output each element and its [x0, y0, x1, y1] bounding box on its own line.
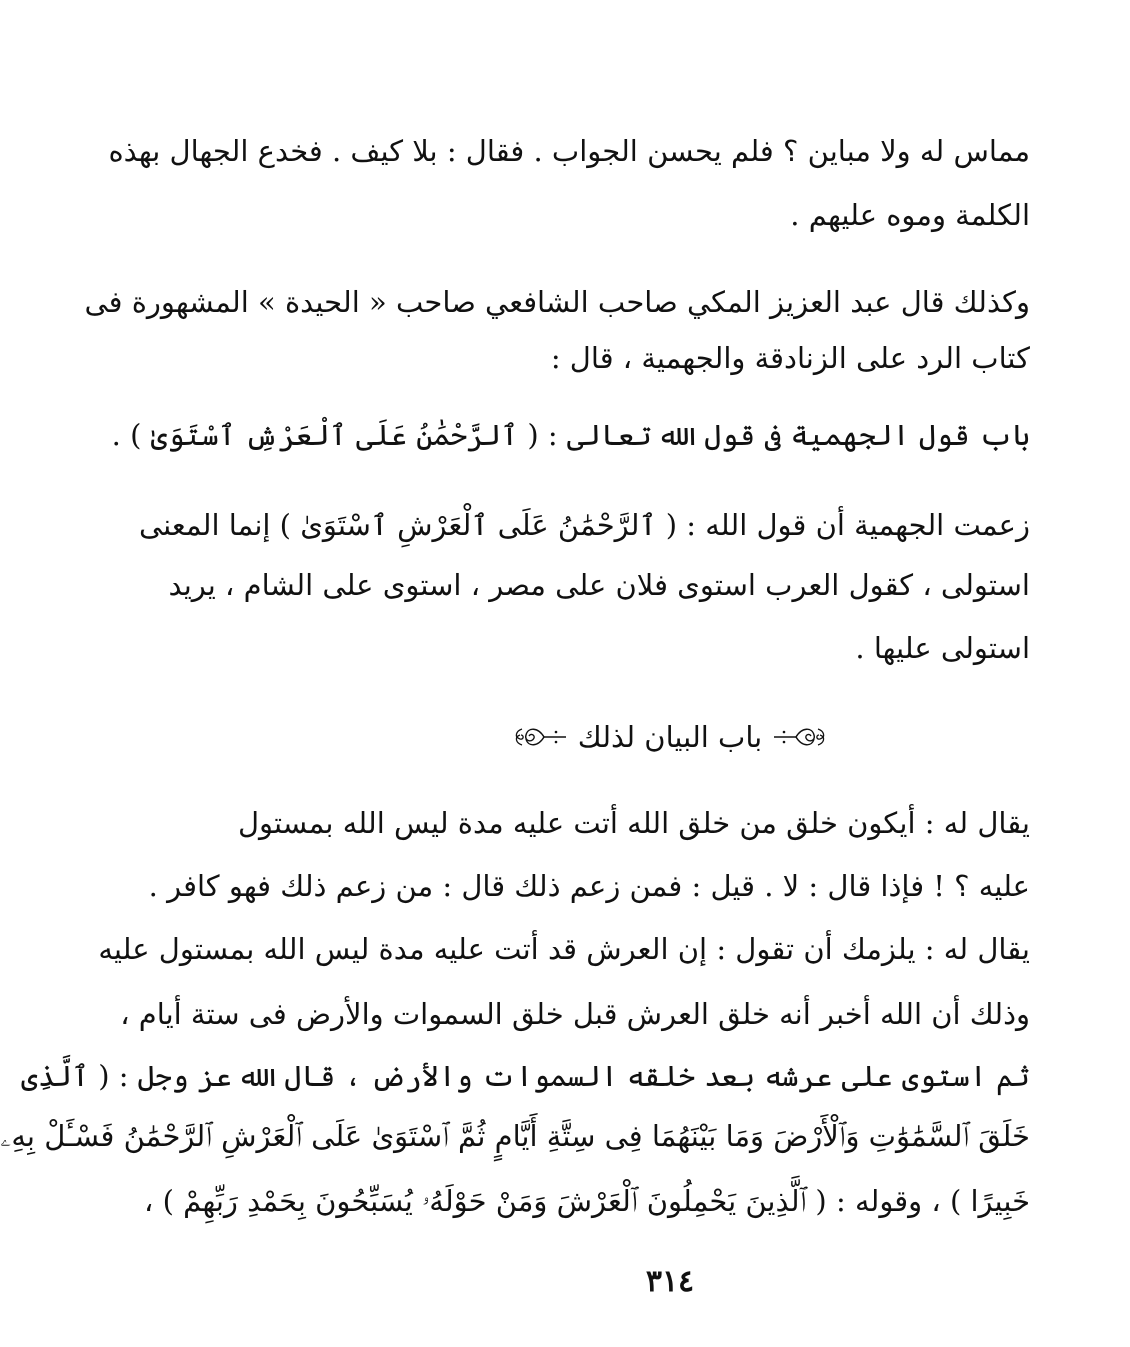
text-line-13: ثم استوى على عرشه بعد خلقه السموات والأرض ، قال الله عز وجل : ( ٱلَّذِى — [21, 1059, 1030, 1093]
quran-verse-line-2: خَبِيرًا ) ، وقوله : ( ٱلَّذِينَ يَحْمِلُونَ ٱلْعَرْشَ وَمَنْ حَوْلَهُۥ يُسَبِّحُونَ بِحَمْدِ رَبِّهِمْ ) ، — [144, 1184, 1030, 1218]
text-line-9: يقال له : أيكون خلق من خلق الله أتت عليه مدة ليس الله بمستول — [237, 806, 1030, 840]
text-line-6: زعمت الجهمية أن قول الله : ( ٱلرَّحْمَٰنُ عَلَى ٱلْعَرْشِ ٱسْتَوَىٰ ) إنما المعنى — [138, 508, 1030, 542]
text-line-4: كتاب الرد على الزنادقة والجهمية ، قال : — [550, 341, 1030, 375]
ornament-left-icon — [512, 723, 568, 751]
page-number: ٣١٤ — [645, 1264, 695, 1299]
ornament-right-icon — [772, 723, 828, 751]
text-line-12: وذلك أن الله أخبر أنه خلق العرش قبل خلق السموات والأرض فى ستة أيام ، — [120, 997, 1030, 1031]
chapter-title-line: باب قول الجهمية فى قول الله تعالى : ( ٱلرَّحْمَٰنُ عَلَى ٱلْعَرْشِ ٱسْتَوَىٰ ) . — [111, 418, 1030, 452]
text-line-10: عليه ؟ ! فإذا قال : لا . قيل : فمن زعم ذلك قال : من زعم ذلك فهو كافر . — [148, 869, 1030, 903]
section-heading — [210, 712, 1130, 762]
quran-verse-line-1: خَلَقَ ٱلسَّمَٰوَٰتِ وَٱلْأَرْضَ وَمَا بَيْنَهُمَا فِى سِتَّةِ أَيَّامٍ ثُمَّ ٱسْتَوَىٰ عَلَى ٱلْعَرْشِ ٱلرَّحْمَٰنُ فَسْـَٔلْ بِهِۦ — [0, 1119, 1030, 1153]
text-line-11: يقال له : يلزمك أن تقول : إن العرش قد أتت عليه مدة ليس الله بمستول عليه — [98, 932, 1030, 966]
text-line-7: استولى ، كقول العرب استوى فلان على مصر ، استوى على الشام ، يريد — [168, 568, 1030, 602]
text-line-8: استولى عليها . — [855, 631, 1030, 665]
section-heading-text: باب البيان لذلك — [577, 720, 763, 754]
text-line-2: الكلمة وموه عليهم . — [790, 198, 1030, 232]
text-line-1: مماس له ولا مباين ؟ فلم يحسن الجواب . فقال : بلا كيف . فخدع الجهال بهذه — [108, 134, 1030, 168]
text-line-3: وكذلك قال عبد العزيز المكي صاحب الشافعي صاحب « الحيدة » المشهورة فى — [84, 285, 1030, 319]
